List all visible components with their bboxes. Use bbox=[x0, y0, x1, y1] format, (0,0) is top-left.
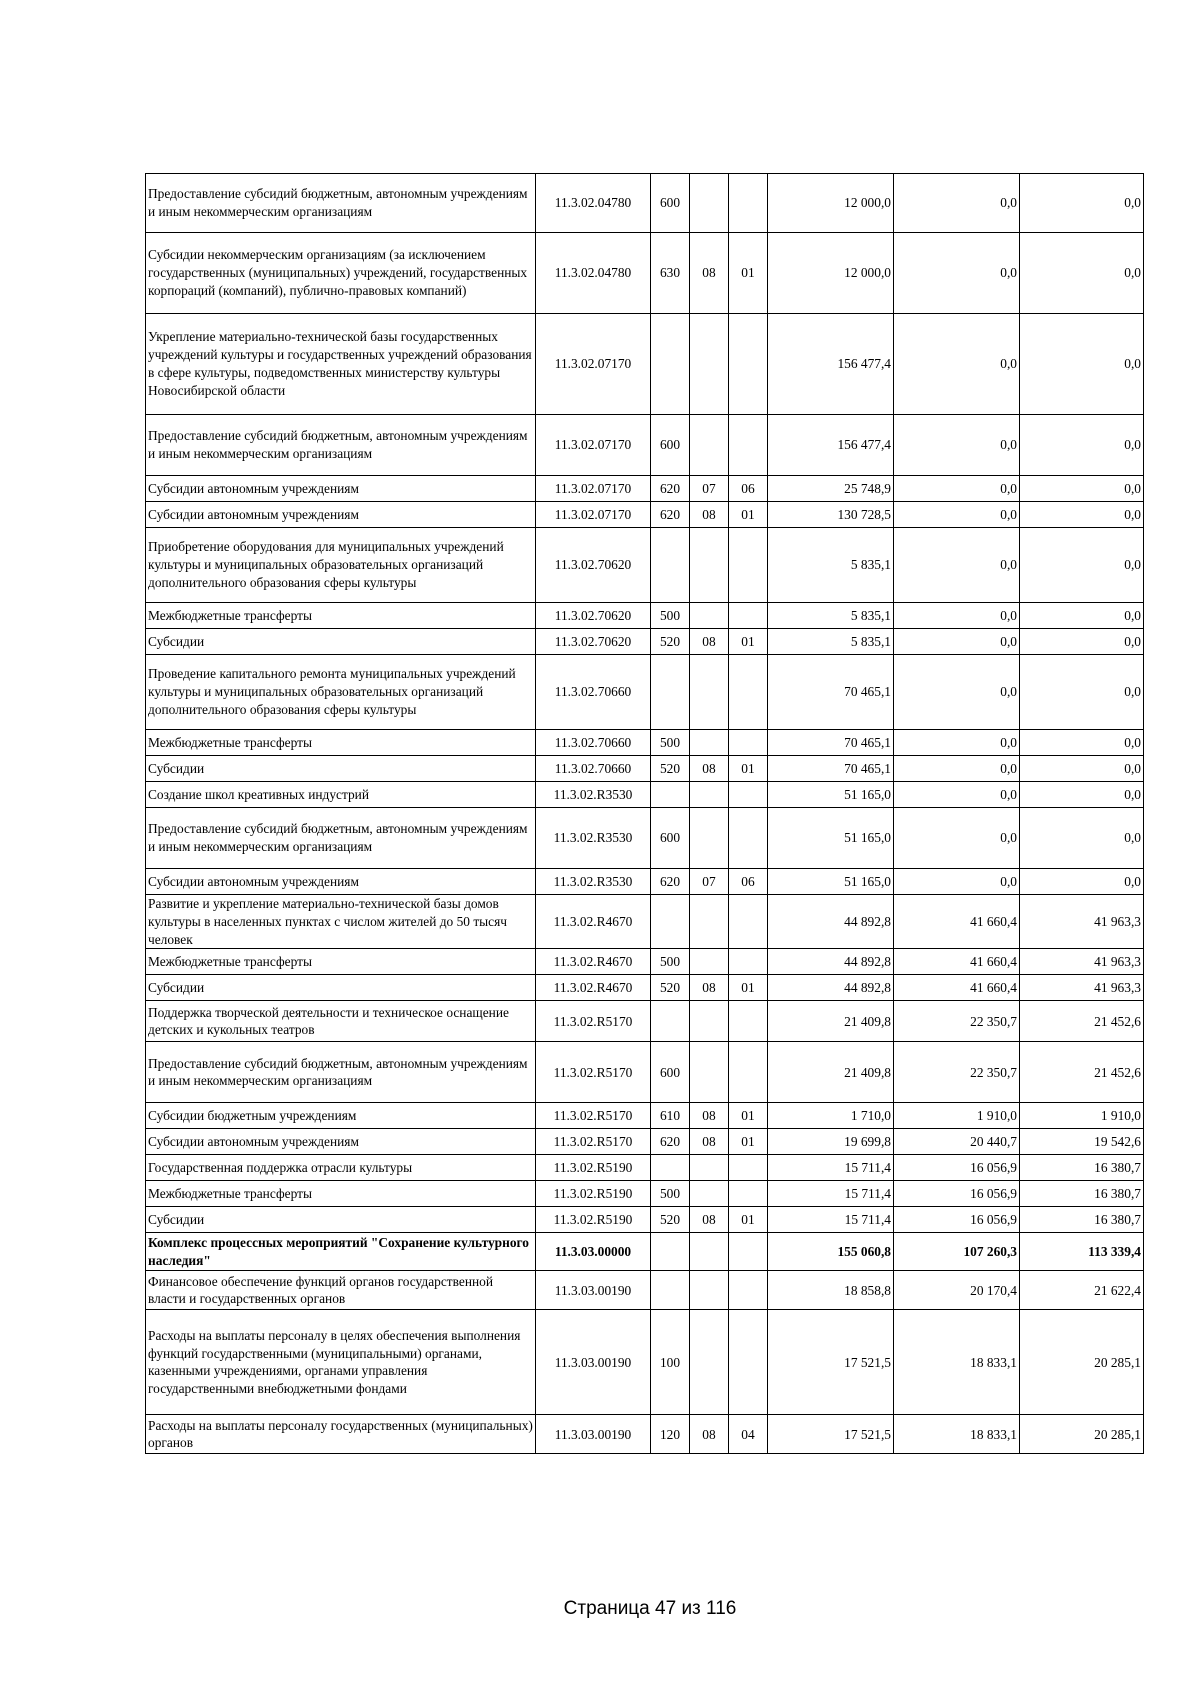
row-subsection bbox=[729, 655, 768, 730]
row-value-year2: 20 170,4 bbox=[894, 1271, 1020, 1310]
page-number: Страница 47 из 116 bbox=[563, 1598, 737, 1619]
row-expense-type: 600 bbox=[651, 174, 690, 233]
row-value-year1: 12 000,0 bbox=[768, 174, 894, 233]
row-expense-type bbox=[651, 1155, 690, 1181]
row-value-year3: 0,0 bbox=[1020, 756, 1144, 782]
row-value-year1: 44 892,8 bbox=[768, 975, 894, 1001]
table-row bbox=[146, 655, 1144, 730]
row-code: 11.3.02.R5190 bbox=[536, 1207, 651, 1233]
row-code: 11.3.03.00000 bbox=[536, 1233, 651, 1271]
row-value-year3: 41 963,3 bbox=[1020, 949, 1144, 975]
table-row bbox=[146, 233, 1144, 314]
row-code: 11.3.02.04780 bbox=[536, 174, 651, 233]
row-code: 11.3.02.R3530 bbox=[536, 782, 651, 808]
row-value-year2: 41 660,4 bbox=[894, 975, 1020, 1001]
row-code: 11.3.03.00190 bbox=[536, 1310, 651, 1415]
row-code: 11.3.02.R4670 bbox=[536, 895, 651, 949]
row-name: Предоставление субсидий бюджетным, автономным учреждениям и иным некоммерческим организациям bbox=[146, 174, 536, 233]
row-value-year2: 0,0 bbox=[894, 314, 1020, 415]
row-subsection: 06 bbox=[729, 476, 768, 502]
row-code: 11.3.02.04780 bbox=[536, 233, 651, 314]
row-value-year3: 0,0 bbox=[1020, 476, 1144, 502]
row-name: Приобретение оборудования для муниципальных учреждений культуры и муниципальных образовательных организаций дополнительного образования сферы культуры bbox=[146, 528, 536, 603]
row-name: Развитие и укрепление материально-технической базы домов культуры в населенных пунктах с числом жителей до 50 тысяч человек bbox=[146, 895, 536, 949]
row-value-year3: 0,0 bbox=[1020, 655, 1144, 730]
row-value-year1: 156 477,4 bbox=[768, 314, 894, 415]
table-row bbox=[146, 1310, 1144, 1415]
row-value-year3: 1 910,0 bbox=[1020, 1103, 1144, 1129]
row-code: 11.3.02.07170 bbox=[536, 476, 651, 502]
row-subsection bbox=[729, 1155, 768, 1181]
row-section bbox=[690, 1310, 729, 1415]
row-value-year2: 16 056,9 bbox=[894, 1155, 1020, 1181]
row-value-year3: 0,0 bbox=[1020, 174, 1144, 233]
row-value-year2: 0,0 bbox=[894, 502, 1020, 528]
row-value-year2: 0,0 bbox=[894, 629, 1020, 655]
row-section: 08 bbox=[690, 1129, 729, 1155]
table-row bbox=[146, 502, 1144, 528]
row-value-year3: 0,0 bbox=[1020, 314, 1144, 415]
row-value-year3: 0,0 bbox=[1020, 502, 1144, 528]
row-name: Комплекс процессных мероприятий "Сохранение культурного наследия" bbox=[146, 1233, 536, 1271]
row-name: Субсидии автономным учреждениям bbox=[146, 502, 536, 528]
row-subsection: 01 bbox=[729, 756, 768, 782]
row-value-year2: 0,0 bbox=[894, 233, 1020, 314]
row-section: 07 bbox=[690, 869, 729, 895]
table-row bbox=[146, 603, 1144, 629]
row-value-year2: 16 056,9 bbox=[894, 1181, 1020, 1207]
table-row bbox=[146, 1207, 1144, 1233]
row-name: Государственная поддержка отрасли культуры bbox=[146, 1155, 536, 1181]
row-name: Межбюджетные трансферты bbox=[146, 603, 536, 629]
row-name: Субсидии bbox=[146, 756, 536, 782]
row-name: Поддержка творческой деятельности и техническое оснащение детских и кукольных театров bbox=[146, 1001, 536, 1042]
row-name: Финансовое обеспечение функций органов государственной власти и государственных органов bbox=[146, 1271, 536, 1310]
row-name: Расходы на выплаты персоналу государственных (муниципальных) органов bbox=[146, 1415, 536, 1454]
row-name: Субсидии автономным учреждениям bbox=[146, 476, 536, 502]
row-subsection bbox=[729, 730, 768, 756]
row-subsection bbox=[729, 1271, 768, 1310]
table-row bbox=[146, 782, 1144, 808]
row-value-year1: 1 710,0 bbox=[768, 1103, 894, 1129]
table-row bbox=[146, 629, 1144, 655]
row-subsection bbox=[729, 949, 768, 975]
row-subsection: 01 bbox=[729, 502, 768, 528]
row-value-year2: 0,0 bbox=[894, 476, 1020, 502]
row-name: Предоставление субсидий бюджетным, автономным учреждениям и иным некоммерческим организациям bbox=[146, 1042, 536, 1103]
row-expense-type: 100 bbox=[651, 1310, 690, 1415]
row-subsection bbox=[729, 1181, 768, 1207]
row-expense-type: 610 bbox=[651, 1103, 690, 1129]
row-value-year2: 0,0 bbox=[894, 603, 1020, 629]
row-expense-type: 630 bbox=[651, 233, 690, 314]
row-value-year3: 0,0 bbox=[1020, 629, 1144, 655]
row-code: 11.3.02.07170 bbox=[536, 502, 651, 528]
row-value-year1: 44 892,8 bbox=[768, 895, 894, 949]
row-name: Межбюджетные трансферты bbox=[146, 949, 536, 975]
table-row bbox=[146, 1271, 1144, 1310]
row-expense-type bbox=[651, 782, 690, 808]
row-value-year2: 0,0 bbox=[894, 756, 1020, 782]
table-row bbox=[146, 1042, 1144, 1103]
row-section bbox=[690, 730, 729, 756]
row-code: 11.3.02.70660 bbox=[536, 730, 651, 756]
table-row bbox=[146, 174, 1144, 233]
row-subsection: 01 bbox=[729, 1207, 768, 1233]
row-code: 11.3.02.R5190 bbox=[536, 1155, 651, 1181]
row-section bbox=[690, 314, 729, 415]
row-expense-type bbox=[651, 1271, 690, 1310]
table-row bbox=[146, 476, 1144, 502]
row-value-year1: 21 409,8 bbox=[768, 1042, 894, 1103]
row-value-year3: 21 622,4 bbox=[1020, 1271, 1144, 1310]
row-subsection bbox=[729, 1001, 768, 1042]
row-section: 07 bbox=[690, 476, 729, 502]
row-section bbox=[690, 603, 729, 629]
row-value-year3: 41 963,3 bbox=[1020, 975, 1144, 1001]
row-section: 08 bbox=[690, 756, 729, 782]
table-row bbox=[146, 415, 1144, 476]
row-name: Межбюджетные трансферты bbox=[146, 1181, 536, 1207]
row-value-year2: 41 660,4 bbox=[894, 949, 1020, 975]
row-value-year2: 0,0 bbox=[894, 174, 1020, 233]
row-code: 11.3.02.07170 bbox=[536, 415, 651, 476]
table-row bbox=[146, 1415, 1144, 1454]
row-subsection bbox=[729, 1042, 768, 1103]
row-subsection bbox=[729, 415, 768, 476]
row-value-year3: 16 380,7 bbox=[1020, 1207, 1144, 1233]
row-expense-type bbox=[651, 528, 690, 603]
row-section bbox=[690, 1042, 729, 1103]
table-row bbox=[146, 314, 1144, 415]
row-value-year3: 16 380,7 bbox=[1020, 1155, 1144, 1181]
row-value-year1: 155 060,8 bbox=[768, 1233, 894, 1271]
row-value-year2: 0,0 bbox=[894, 808, 1020, 869]
row-code: 11.3.02.R5170 bbox=[536, 1001, 651, 1042]
row-expense-type: 120 bbox=[651, 1415, 690, 1454]
row-expense-type: 600 bbox=[651, 1042, 690, 1103]
table-row bbox=[146, 949, 1144, 975]
row-value-year3: 19 542,6 bbox=[1020, 1129, 1144, 1155]
row-code: 11.3.02.07170 bbox=[536, 314, 651, 415]
row-value-year3: 21 452,6 bbox=[1020, 1042, 1144, 1103]
row-name: Предоставление субсидий бюджетным, автономным учреждениям и иным некоммерческим организациям bbox=[146, 808, 536, 869]
row-name: Укрепление материально-технической базы государственных учреждений культуры и государственных учреждений образования в сфере культуры, подведомственных министерству культуры Новосибирской области bbox=[146, 314, 536, 415]
row-expense-type bbox=[651, 655, 690, 730]
row-expense-type: 500 bbox=[651, 603, 690, 629]
row-code: 11.3.02.70620 bbox=[536, 629, 651, 655]
row-code: 11.3.02.70660 bbox=[536, 756, 651, 782]
row-section bbox=[690, 1233, 729, 1271]
row-name: Субсидии бюджетным учреждениям bbox=[146, 1103, 536, 1129]
row-section bbox=[690, 782, 729, 808]
row-expense-type: 620 bbox=[651, 502, 690, 528]
row-subsection bbox=[729, 528, 768, 603]
row-value-year1: 15 711,4 bbox=[768, 1207, 894, 1233]
row-value-year2: 16 056,9 bbox=[894, 1207, 1020, 1233]
row-section bbox=[690, 655, 729, 730]
table-row bbox=[146, 1001, 1144, 1042]
row-subsection: 01 bbox=[729, 1103, 768, 1129]
row-value-year2: 0,0 bbox=[894, 869, 1020, 895]
row-name: Расходы на выплаты персоналу в целях обеспечения выполнения функций государственными (муниципальными) органами, казенными учреждениями, органами управления государственными внебюджетными фондами bbox=[146, 1310, 536, 1415]
row-code: 11.3.02.R5190 bbox=[536, 1181, 651, 1207]
row-code: 11.3.02.R5170 bbox=[536, 1042, 651, 1103]
row-name: Субсидии автономным учреждениям bbox=[146, 869, 536, 895]
row-subsection: 06 bbox=[729, 869, 768, 895]
row-value-year1: 12 000,0 bbox=[768, 233, 894, 314]
row-code: 11.3.02.R3530 bbox=[536, 869, 651, 895]
table-row bbox=[146, 756, 1144, 782]
row-section: 08 bbox=[690, 1103, 729, 1129]
row-value-year1: 51 165,0 bbox=[768, 808, 894, 869]
row-expense-type: 520 bbox=[651, 629, 690, 655]
row-code: 11.3.02.R3530 bbox=[536, 808, 651, 869]
row-value-year3: 0,0 bbox=[1020, 730, 1144, 756]
row-expense-type: 600 bbox=[651, 415, 690, 476]
row-value-year2: 18 833,1 bbox=[894, 1415, 1020, 1454]
row-value-year1: 15 711,4 bbox=[768, 1181, 894, 1207]
row-value-year1: 18 858,8 bbox=[768, 1271, 894, 1310]
row-expense-type: 520 bbox=[651, 975, 690, 1001]
row-value-year1: 51 165,0 bbox=[768, 782, 894, 808]
row-subsection bbox=[729, 808, 768, 869]
row-value-year1: 5 835,1 bbox=[768, 603, 894, 629]
row-name: Субсидии bbox=[146, 1207, 536, 1233]
row-value-year3: 0,0 bbox=[1020, 528, 1144, 603]
row-value-year3: 113 339,4 bbox=[1020, 1233, 1144, 1271]
row-expense-type: 620 bbox=[651, 476, 690, 502]
row-code: 11.3.02.70660 bbox=[536, 655, 651, 730]
row-expense-type bbox=[651, 1001, 690, 1042]
row-name: Создание школ креативных индустрий bbox=[146, 782, 536, 808]
row-value-year3: 0,0 bbox=[1020, 233, 1144, 314]
row-code: 11.3.02.R5170 bbox=[536, 1129, 651, 1155]
row-expense-type: 620 bbox=[651, 1129, 690, 1155]
row-name: Субсидии bbox=[146, 629, 536, 655]
row-name: Предоставление субсидий бюджетным, автономным учреждениям и иным некоммерческим организациям bbox=[146, 415, 536, 476]
row-expense-type bbox=[651, 1233, 690, 1271]
row-section: 08 bbox=[690, 1415, 729, 1454]
row-value-year3: 20 285,1 bbox=[1020, 1310, 1144, 1415]
row-name: Проведение капитального ремонта муниципальных учреждений культуры и муниципальных образовательных организаций дополнительного образования сферы культуры bbox=[146, 655, 536, 730]
table-row bbox=[146, 730, 1144, 756]
row-expense-type bbox=[651, 895, 690, 949]
row-value-year3: 0,0 bbox=[1020, 603, 1144, 629]
row-value-year3: 0,0 bbox=[1020, 782, 1144, 808]
row-code: 11.3.02.70620 bbox=[536, 603, 651, 629]
row-value-year2: 1 910,0 bbox=[894, 1103, 1020, 1129]
row-value-year3: 20 285,1 bbox=[1020, 1415, 1144, 1454]
row-value-year2: 107 260,3 bbox=[894, 1233, 1020, 1271]
row-value-year1: 51 165,0 bbox=[768, 869, 894, 895]
row-value-year1: 17 521,5 bbox=[768, 1310, 894, 1415]
row-section: 08 bbox=[690, 1207, 729, 1233]
row-subsection bbox=[729, 782, 768, 808]
row-code: 11.3.02.70620 bbox=[536, 528, 651, 603]
row-subsection bbox=[729, 1233, 768, 1271]
row-value-year3: 0,0 bbox=[1020, 808, 1144, 869]
row-value-year3: 41 963,3 bbox=[1020, 895, 1144, 949]
row-subsection: 01 bbox=[729, 1129, 768, 1155]
row-value-year1: 70 465,1 bbox=[768, 730, 894, 756]
row-value-year2: 22 350,7 bbox=[894, 1042, 1020, 1103]
row-value-year1: 5 835,1 bbox=[768, 528, 894, 603]
row-value-year1: 156 477,4 bbox=[768, 415, 894, 476]
row-value-year3: 21 452,6 bbox=[1020, 1001, 1144, 1042]
row-code: 11.3.03.00190 bbox=[536, 1271, 651, 1310]
table-row bbox=[146, 1155, 1144, 1181]
table-row bbox=[146, 975, 1144, 1001]
row-section bbox=[690, 1181, 729, 1207]
row-section: 08 bbox=[690, 233, 729, 314]
row-section bbox=[690, 174, 729, 233]
row-value-year3: 16 380,7 bbox=[1020, 1181, 1144, 1207]
row-subsection bbox=[729, 603, 768, 629]
row-value-year1: 25 748,9 bbox=[768, 476, 894, 502]
row-subsection bbox=[729, 174, 768, 233]
row-expense-type bbox=[651, 314, 690, 415]
row-value-year1: 5 835,1 bbox=[768, 629, 894, 655]
row-subsection bbox=[729, 314, 768, 415]
row-subsection bbox=[729, 1310, 768, 1415]
row-value-year2: 20 440,7 bbox=[894, 1129, 1020, 1155]
row-section bbox=[690, 1271, 729, 1310]
row-expense-type: 620 bbox=[651, 869, 690, 895]
row-section: 08 bbox=[690, 502, 729, 528]
table-row bbox=[146, 528, 1144, 603]
row-expense-type: 500 bbox=[651, 730, 690, 756]
row-value-year3: 0,0 bbox=[1020, 415, 1144, 476]
row-code: 11.3.02.R4670 bbox=[536, 949, 651, 975]
row-value-year1: 19 699,8 bbox=[768, 1129, 894, 1155]
row-expense-type: 500 bbox=[651, 949, 690, 975]
row-name: Межбюджетные трансферты bbox=[146, 730, 536, 756]
row-value-year2: 0,0 bbox=[894, 528, 1020, 603]
row-code: 11.3.03.00190 bbox=[536, 1415, 651, 1454]
row-expense-type: 520 bbox=[651, 756, 690, 782]
row-section: 08 bbox=[690, 629, 729, 655]
row-subsection: 04 bbox=[729, 1415, 768, 1454]
table-row bbox=[146, 1181, 1144, 1207]
row-section bbox=[690, 808, 729, 869]
row-value-year1: 70 465,1 bbox=[768, 756, 894, 782]
table-row bbox=[146, 808, 1144, 869]
row-subsection: 01 bbox=[729, 629, 768, 655]
row-section bbox=[690, 528, 729, 603]
row-value-year1: 15 711,4 bbox=[768, 1155, 894, 1181]
row-value-year2: 41 660,4 bbox=[894, 895, 1020, 949]
row-value-year1: 21 409,8 bbox=[768, 1001, 894, 1042]
row-value-year2: 0,0 bbox=[894, 655, 1020, 730]
budget-table bbox=[145, 173, 1144, 1454]
row-value-year2: 18 833,1 bbox=[894, 1310, 1020, 1415]
row-section bbox=[690, 1001, 729, 1042]
row-section bbox=[690, 949, 729, 975]
row-value-year1: 70 465,1 bbox=[768, 655, 894, 730]
row-value-year3: 0,0 bbox=[1020, 869, 1144, 895]
row-name: Субсидии автономным учреждениям bbox=[146, 1129, 536, 1155]
row-code: 11.3.02.R4670 bbox=[536, 975, 651, 1001]
row-value-year2: 0,0 bbox=[894, 782, 1020, 808]
table-row bbox=[146, 1233, 1144, 1271]
row-expense-type: 500 bbox=[651, 1181, 690, 1207]
row-subsection bbox=[729, 895, 768, 949]
row-section bbox=[690, 895, 729, 949]
row-value-year1: 17 521,5 bbox=[768, 1415, 894, 1454]
row-code: 11.3.02.R5170 bbox=[536, 1103, 651, 1129]
table-row bbox=[146, 1103, 1144, 1129]
row-value-year2: 0,0 bbox=[894, 730, 1020, 756]
row-section bbox=[690, 1155, 729, 1181]
table-row bbox=[146, 1129, 1144, 1155]
row-expense-type: 600 bbox=[651, 808, 690, 869]
row-section: 08 bbox=[690, 975, 729, 1001]
row-name: Субсидии bbox=[146, 975, 536, 1001]
row-value-year1: 44 892,8 bbox=[768, 949, 894, 975]
row-expense-type: 520 bbox=[651, 1207, 690, 1233]
row-subsection: 01 bbox=[729, 233, 768, 314]
row-name: Субсидии некоммерческим организациям (за исключением государственных (муниципальных) учреждений, государственных корпораций (компаний), публично-правовых компаний) bbox=[146, 233, 536, 314]
table-row bbox=[146, 869, 1144, 895]
row-value-year1: 130 728,5 bbox=[768, 502, 894, 528]
table-row bbox=[146, 895, 1144, 949]
row-value-year2: 22 350,7 bbox=[894, 1001, 1020, 1042]
row-value-year2: 0,0 bbox=[894, 415, 1020, 476]
row-subsection: 01 bbox=[729, 975, 768, 1001]
row-section bbox=[690, 415, 729, 476]
